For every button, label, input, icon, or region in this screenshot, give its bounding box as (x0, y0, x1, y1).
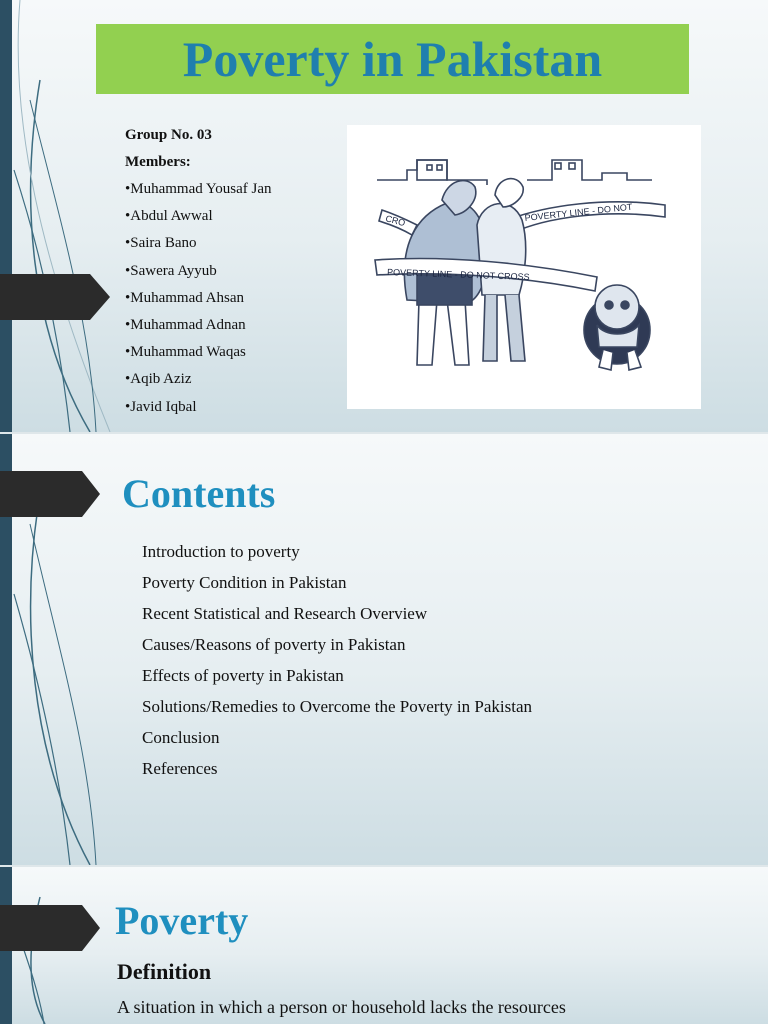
member-item: •Muhammad Waqas (125, 344, 246, 361)
definition-subheading: Definition (117, 959, 212, 984)
bullet-icon (118, 726, 142, 757)
bullet-icon (118, 571, 142, 602)
member-item: •Saira Bano (125, 235, 197, 252)
list-item: Poverty Condition in Pakistan (118, 571, 532, 602)
member-item: •Abdul Awwal (125, 208, 213, 225)
poverty-line-cartoon (347, 125, 701, 409)
slide-contents (0, 434, 768, 865)
poverty-heading: Poverty (115, 898, 249, 943)
list-item: Causes/Reasons of poverty in Pakistan (118, 633, 532, 664)
group-number: Group No. 03 (125, 127, 212, 143)
contents-list (118, 540, 532, 788)
list-item: References (118, 757, 532, 788)
contents-heading: Contents (122, 471, 276, 516)
list-item: Conclusion (118, 726, 532, 757)
definition-text: A situation in which a person or household lacks the resources (117, 997, 566, 1017)
member-item: •Muhammad Ahsan (125, 289, 244, 306)
member-item: •Javid Iqbal (125, 398, 197, 415)
bullet-icon (118, 633, 142, 664)
bullet-icon (118, 757, 142, 788)
slide-side-bar (0, 0, 12, 432)
bullet-icon (118, 664, 142, 695)
cartoon-illustration (347, 125, 701, 409)
slide-poverty-definition (0, 867, 768, 1024)
bullet-icon (118, 540, 142, 571)
members-label: Members: (125, 154, 191, 170)
arrow-tab (0, 274, 110, 320)
member-item: •Aqib Aziz (125, 371, 192, 388)
tape-left-text: CRO (384, 213, 407, 229)
list-item: Solutions/Remedies to Overcome the Poverty in Pakistan (118, 695, 532, 726)
member-item: •Sawera Ayyub (125, 262, 217, 279)
title-banner (96, 24, 689, 94)
members-block (125, 124, 340, 423)
list-item: Recent Statistical and Research Overview (118, 602, 532, 633)
slide-title-text: Poverty in Pakistan (182, 31, 603, 87)
bullet-icon (118, 695, 142, 726)
list-item: Effects of poverty in Pakistan (118, 664, 532, 695)
bullet-icon (118, 602, 142, 633)
slide-title (0, 0, 768, 432)
tape-back-text: POVERTY LINE - DO NOT (524, 201, 633, 223)
arrow-tab (0, 471, 100, 517)
arrow-tab (0, 905, 100, 951)
member-item: •Muhammad Adnan (125, 316, 246, 333)
list-item: Introduction to poverty (118, 540, 532, 571)
tape-front-text: POVERTY LINE - DO NOT CROSS (386, 267, 530, 282)
member-item: •Muhammad Yousaf Jan (125, 181, 272, 197)
